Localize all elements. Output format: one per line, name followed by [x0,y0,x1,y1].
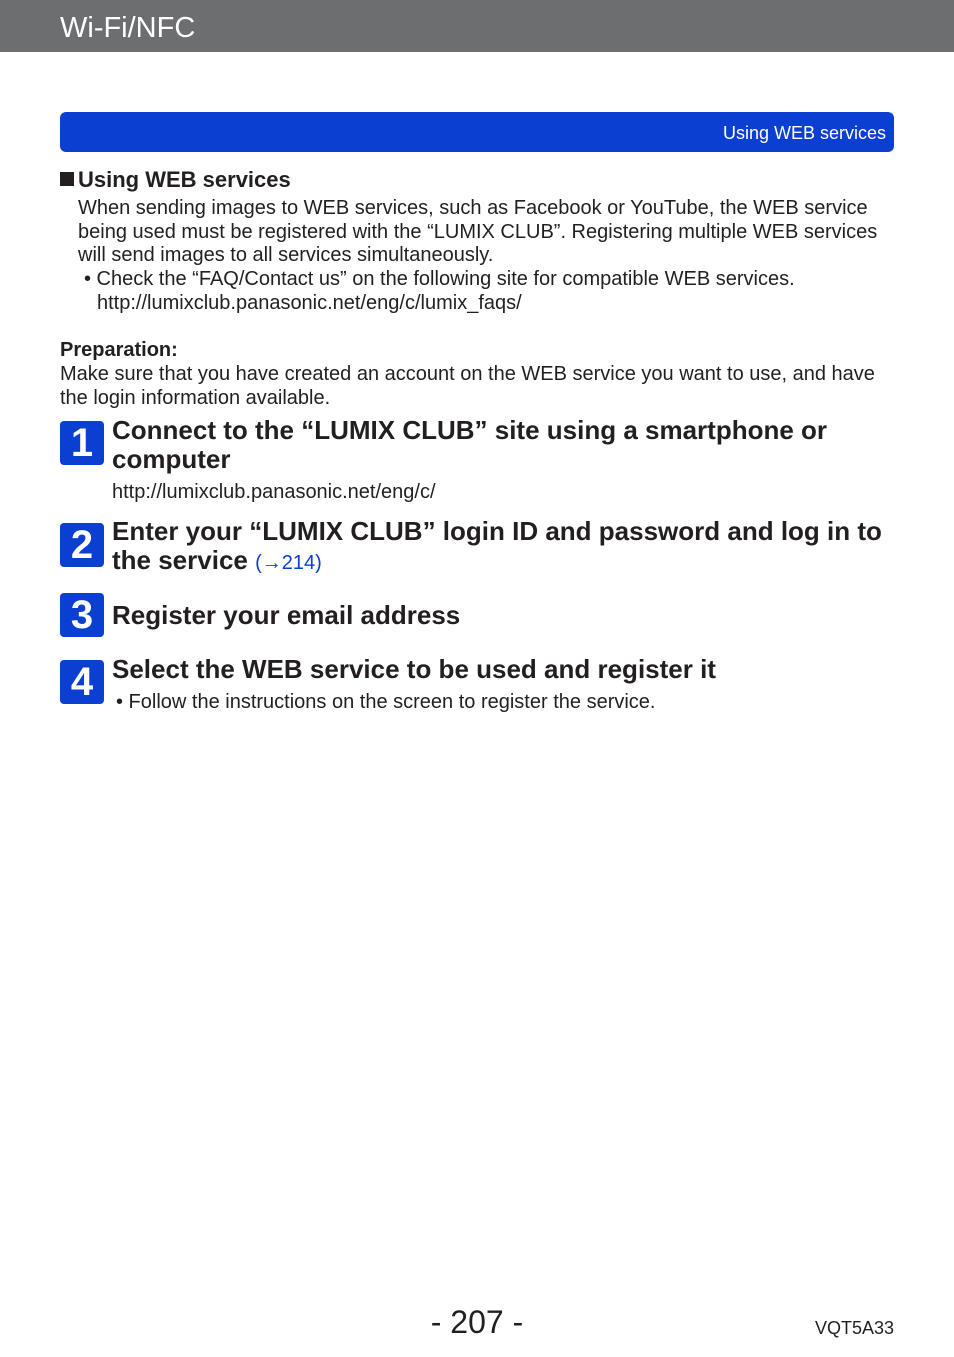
section-banner [60,112,894,152]
step-4-note: • Follow the instructions on the screen to register the service. [116,691,656,713]
page-number: - 207 - [430,1304,524,1340]
step-title-2 [112,517,902,578]
step-title-3: Register your email address [112,600,461,630]
faq-link[interactable]: http://lumixclub.panasonic.net/eng/c/lumix_faqs/ [97,291,522,314]
square-bullet-icon [60,172,74,186]
step-title-4: Select the WEB service to be used and register it [112,654,716,684]
step-number-3: 3 [60,593,104,637]
intro-heading-text: Using WEB services [78,167,291,192]
intro-paragraph: When sending images to WEB services, such as Facebook or YouTube, the WEB service being used must be registered with the “LUMIX CLUB”. Registering multiple WEB services will send images to all services simultaneously. [78,197,878,266]
step-title-1: Connect to the “LUMIX CLUB” site using a smartphone or computer [112,415,828,474]
intro-heading [60,167,291,193]
header-bar [0,0,954,52]
intro-bullet [84,268,884,315]
step-title-2-text: Enter your “LUMIX CLUB” login ID and password and log in to the service [112,516,882,575]
chapter-title: Wi-Fi/NFC [60,12,196,44]
page-reference-link[interactable]: (→214) [255,552,322,574]
step-number-1: 1 [60,421,104,465]
intro-bullet-text: • Check the “FAQ/Contact us” on the following site for compatible WEB services. [84,268,795,290]
lumix-club-link[interactable]: http://lumixclub.panasonic.net/eng/c/ [112,481,436,503]
step-number-4: 4 [60,660,104,704]
section-label: Using WEB services [722,123,886,143]
preparation-label: Preparation: [60,339,178,361]
preparation-text: Make sure that you have created an account on the WEB service you want to use, and have the login information available. [60,363,875,409]
step-number-2: 2 [60,523,104,567]
document-code: VQT5A33 [814,1318,894,1338]
